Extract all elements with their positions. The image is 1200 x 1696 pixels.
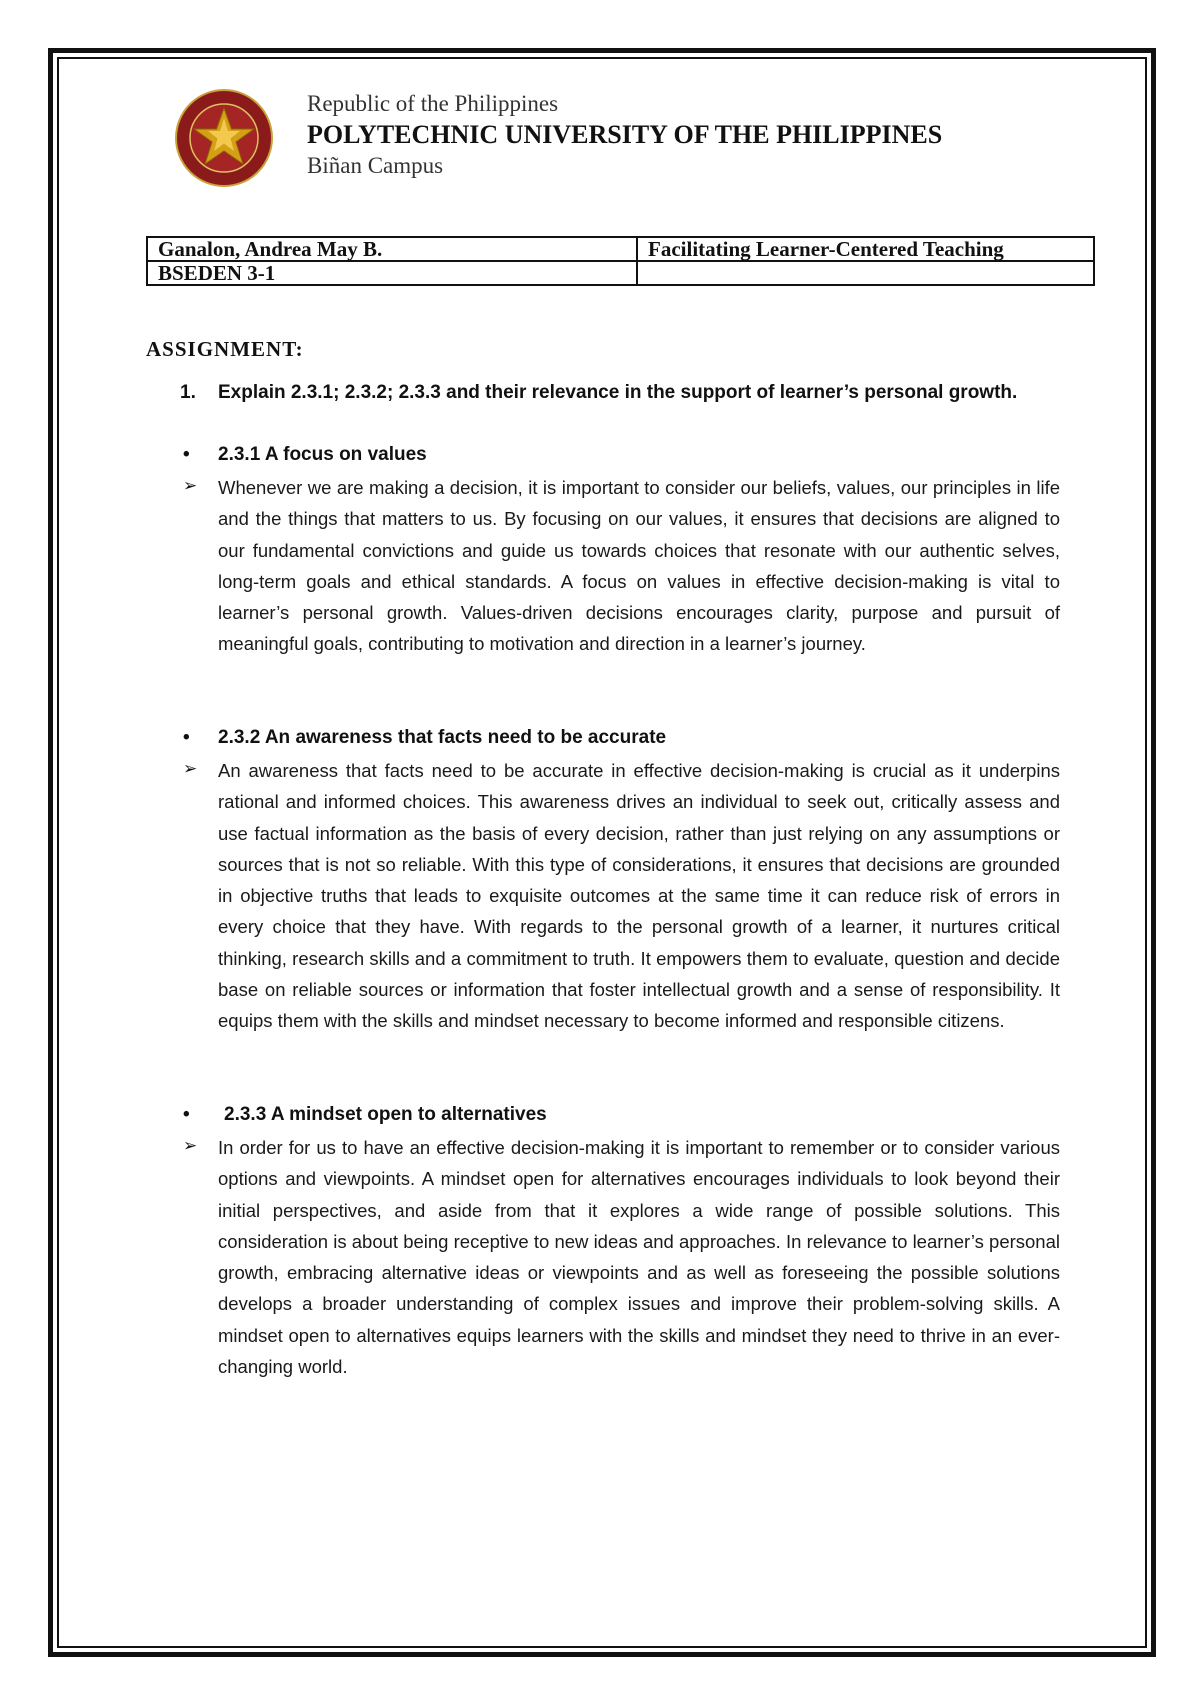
student-name: Ganalon, Andrea May B. (147, 237, 637, 261)
bullet-icon: • (183, 1104, 190, 1125)
table-row (147, 261, 1094, 285)
question-text: Explain 2.3.1; 2.3.2; 2.3.3 and their relevance in the support of learner’s personal growth. (218, 382, 1018, 403)
country-line: Republic of the Philippines (307, 91, 559, 116)
section-heading-text: 2.3.2 An awareness that facts need to be accurate (218, 727, 667, 748)
letterhead (307, 90, 942, 180)
arrow-bullet-icon: ➢ (183, 476, 198, 496)
university-name: POLYTECHNIC UNIVERSITY OF THE PHILIPPINES (307, 120, 943, 149)
section-body: In order for us to have an effective decision-making it is important to remember or to consider various options and viewpoints. A mindset open for alternatives encourages individuals to look beyond their initial perspectives, and aside from that it explores a wide range of possible solutions. This consideration is about being receptive to new ideas and approaches. In relevance to learner’s personal growth, embracing alternative ideas or viewpoints and as well as foreseeing the possible solutions develops a broader understanding of complex issues and improve their problem-solving skills. A mindset open to alternatives equips learners with the skills and mindset they need to thrive in an ever-changing world. (218, 1137, 1060, 1378)
section-heading-text: 2.3.1 A focus on values (218, 444, 427, 465)
blank-cell (637, 261, 1094, 285)
question-number: 1. (180, 382, 196, 403)
info-table (146, 236, 1095, 286)
section-heading-text: 2.3.3 A mindset open to alternatives (224, 1104, 547, 1125)
section-body: An awareness that facts need to be accurate in effective decision-making is crucial as it underpins rational and informed choices. This awareness drives an individual to seek out, critically assess and use factual information as the basis of every decision, rather than just relying on any assumptions or sources that is not so reliable. With this type of considerations, it ensures that decisions are grounded in objective truths that leads to exquisite outcomes at the same time it can reduce risk of errors in every choice that they have. With regards to the personal growth of a learner, it nurtures critical thinking, research skills and a commitment to truth. It empowers them to evaluate, question and decide base on reliable sources or information that foster intellectual growth and a sense of responsibility. It equips them with the skills and mindset necessary to become informed and responsible citizens. (218, 760, 1060, 1032)
arrow-bullet-icon: ➢ (183, 1136, 198, 1156)
table-row (147, 237, 1094, 261)
campus-name: Biñan Campus (307, 153, 444, 178)
arrow-bullet-icon: ➢ (183, 759, 198, 779)
section-body: Whenever we are making a decision, it is important to consider our beliefs, values, our principles in life and the things that matters to us. By focusing on our values, it ensures that decisions are aligned to our fundamental convictions and guide us towards choices that resonate with our authentic selves, long-term goals and ethical standards. A focus on values in effective decision-making is vital to learner’s personal growth. Values-driven decisions encourages clarity, purpose and pursuit of meaningful goals, contributing to motivation and direction in a learner’s journey. (218, 477, 1060, 655)
university-seal-icon (174, 86, 274, 190)
section-heading (183, 444, 427, 466)
student-section: BSEDEN 3-1 (147, 261, 637, 285)
section-heading (183, 1104, 547, 1126)
assignment-label: ASSIGNMENT: (146, 337, 304, 361)
course-subject: Facilitating Learner-Centered Teaching (637, 237, 1094, 261)
bullet-icon: • (183, 444, 190, 465)
section-heading (183, 727, 667, 749)
bullet-icon: • (183, 727, 190, 748)
question (180, 382, 1017, 404)
